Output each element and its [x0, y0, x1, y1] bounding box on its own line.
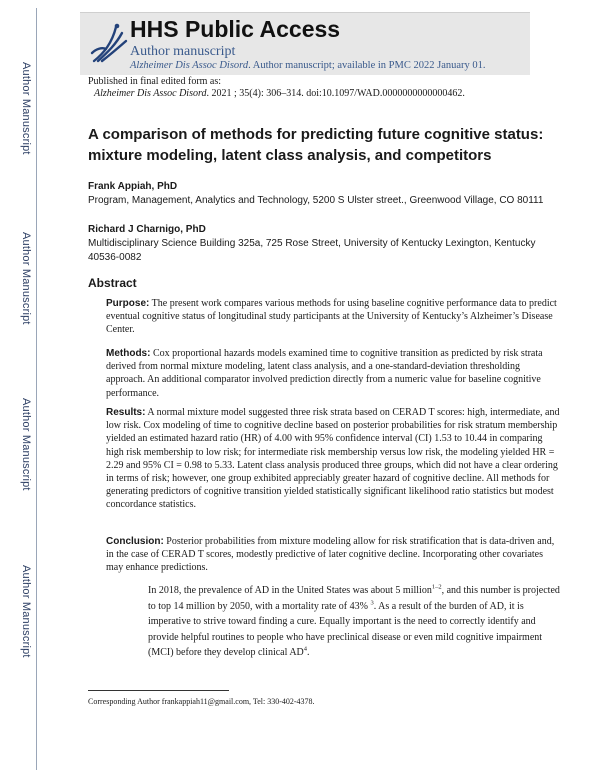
author-affiliation: Multidisciplinary Science Building 325a, 725 Rose Street, University of Kentucky Lexington, Kentucky 40536-0082	[88, 238, 536, 263]
journal-name: Alzheimer Dis Assoc Disord	[130, 60, 249, 71]
hhs-eagle-logo-icon	[86, 19, 130, 69]
citation	[88, 88, 548, 100]
author-affiliation: Program, Management, Analytics and Technology, 5200 S Ulster street., Greenwood Village, CO 80111	[88, 195, 544, 206]
body-text: .	[307, 647, 310, 658]
corresponding-author-footnote: Corresponding Author frankappiah11@gmail.com, Tel: 330-402-4378.	[88, 697, 315, 706]
author-block	[88, 223, 558, 265]
margin-rule	[36, 8, 37, 770]
conclusion-label: Conclusion:	[106, 536, 164, 547]
citation-superscript: 1–2	[431, 583, 442, 591]
abstract-purpose	[106, 297, 561, 337]
citation-details: . 2021 ; 35(4): 306–314. doi:10.1097/WAD.0000000000000462.	[206, 87, 465, 99]
availability-line	[130, 60, 486, 71]
methods-label: Methods:	[106, 348, 151, 359]
purpose-text: The present work compares various methods for using baseline cognitive performance data to predict eventual cognitive status of longitudinal study participants at the University of Kentucky’s Alzheimer’s Disease Center.	[106, 298, 557, 336]
abstract-methods	[106, 347, 561, 400]
methods-text: Cox proportional hazards models examined time to cognitive transition as predicted by risk strata derived from normal mixture modeling, latent class analysis, and a one-standard-deviation thresholding approach. An additional comparator involved prediction directly from a numeric value for baseline cognitive performance.	[106, 348, 543, 399]
citation-journal: Alzheimer Dis Assoc Disord	[94, 87, 207, 99]
side-label-author-manuscript: Author Manuscript	[20, 62, 32, 155]
publication-info	[88, 76, 548, 99]
results-text: A normal mixture model suggested three risk strata based on CERAD T scores: high, intermediate, and low risk. Cox modeling of time to cognitive decline based on posterior probabilities for risk stratum membership yielded an estimated hazard ratio (HR) of 4.00 with 95% confidence interval (CI) 1.53 to 10.44 in comparing high risk membership to low risk; for intermediate risk membership versus low risk, the modeling yielded HR = 2.29 and 95% CI = 0.98 to 5.33. Latent class analysis produced three groups, which did not have a clear ordering in terms of risk; however, one group exhibited appreciably greater hazard of cognitive decline. All methods for generating predictors of cognitive transition yielded statistically significant likelihood ratio statistics but modest concordance statistics.	[106, 407, 560, 511]
body-text: , and this number is projected to top 14 million by 2050, with a mortality rate of 43%	[148, 585, 560, 612]
author-manuscript-subtitle: Author manuscript	[130, 44, 236, 59]
abstract-heading: Abstract	[88, 276, 137, 290]
purpose-label: Purpose:	[106, 298, 150, 309]
body-text: In 2018, the prevalence of AD in the United States was about 5 million	[148, 585, 432, 596]
article-title: A comparison of methods for predicting future cognitive status: mixture modeling, latent class analysis, and competitors	[88, 126, 544, 164]
abstract-results	[106, 406, 561, 512]
author-block	[88, 180, 558, 208]
side-label-author-manuscript: Author Manuscript	[20, 232, 32, 325]
citation-superscript: 4	[303, 645, 308, 653]
published-label: Published in final edited form as:	[88, 76, 222, 87]
results-label: Results:	[106, 407, 146, 418]
footnote-divider	[88, 690, 229, 691]
conclusion-text: Posterior probabilities from mixture modeling allow for risk stratification that is data-driven and, in the case of CERAD T scores, modestly predictive of later cognitive decline. Incorporating other covariates may enhance predictions.	[106, 536, 555, 574]
abstract-conclusion	[106, 535, 561, 575]
intro-paragraph	[148, 583, 561, 661]
body-text: . As a result of the burden of AD, it is imperative to strive toward finding a cure. Equally important is the need to correctly identify and provide helpful routines to people who have preclinical disease or even mild cognitive impairment (MCI) before they develop clinical AD	[148, 600, 543, 658]
side-label-author-manuscript: Author Manuscript	[20, 398, 32, 491]
author-name: Richard J Charnigo, PhD	[88, 224, 206, 235]
side-label-author-manuscript: Author Manuscript	[20, 565, 32, 658]
citation-superscript: 3	[370, 599, 374, 607]
hhs-public-access-title: HHS Public Access	[130, 16, 341, 42]
author-name: Frank Appiah, PhD	[88, 181, 178, 192]
hhs-header	[80, 12, 530, 75]
availability-text: . Author manuscript; available in PMC 2022 January 01.	[248, 60, 486, 71]
